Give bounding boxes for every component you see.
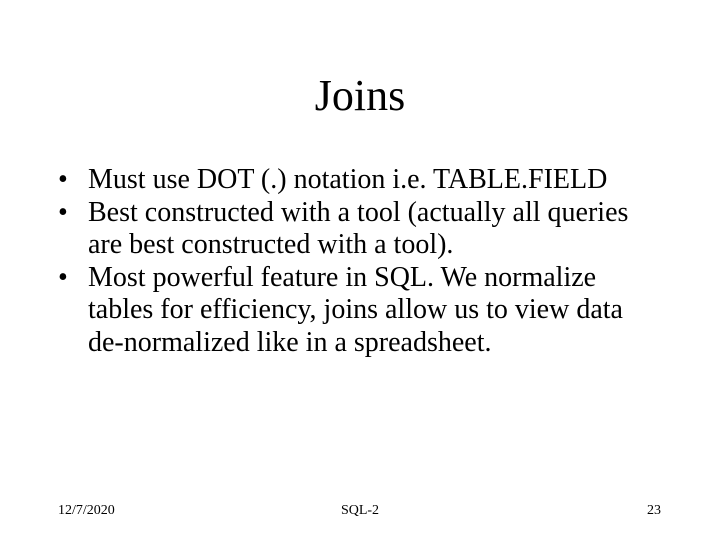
footer-page-number: 23 [647,503,661,518]
bullet-item-3 [58,262,658,360]
footer-date: 12/7/2020 [58,503,115,518]
bullet-text-3: Most powerful feature in SQL. We normalize tables for efficiency, joins allow us to view data de-normalized like in a spreadsheet. [88,261,623,358]
slide-title: Joins [314,71,406,120]
bullet-item-2 [58,197,658,262]
bullet-marker: • [58,164,68,195]
footer-title: SQL-2 [340,503,380,518]
bullet-text-2: Best constructed with a tool (actually all queries are best constructed with a tool). [88,196,629,260]
bullet-marker: • [58,261,68,293]
bullet-list [58,164,658,359]
bullet-marker: • [58,196,68,228]
bullet-item-1 [58,164,658,197]
bullet-text-1: Must use DOT (.) notation i.e. TABLE.FIELD [88,164,608,195]
